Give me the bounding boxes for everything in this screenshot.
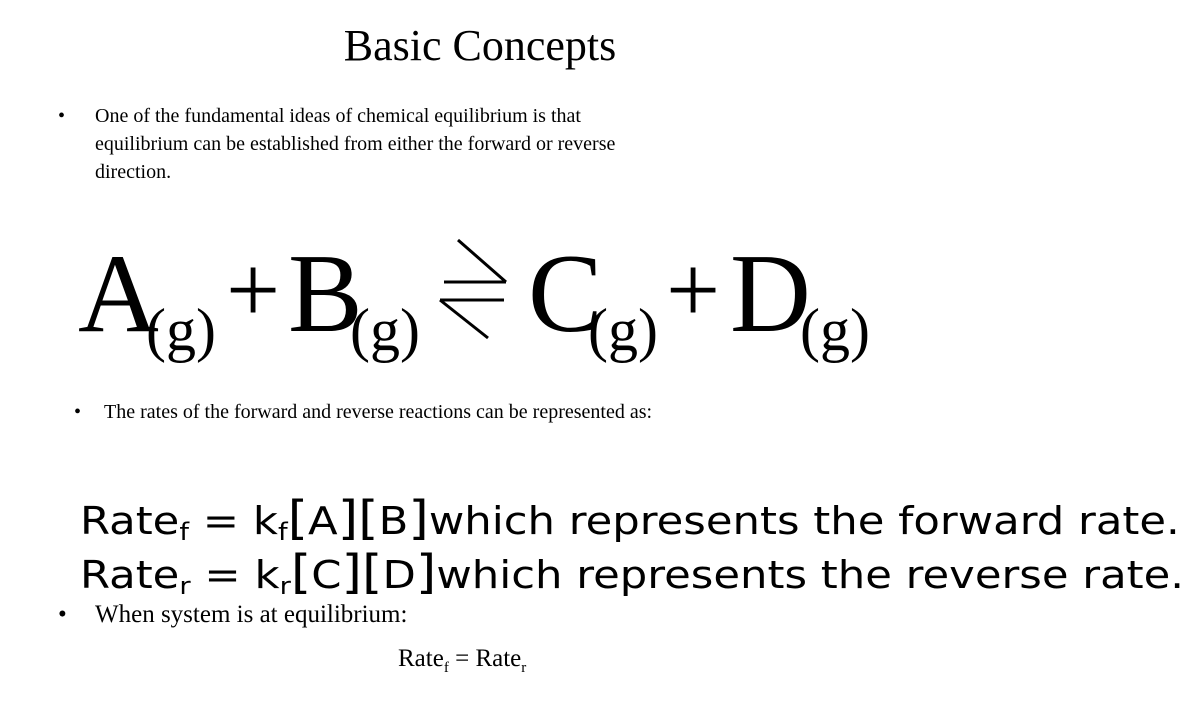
phase-b: (g) [350,297,420,363]
middle-bracket: ][ [337,491,379,545]
concentration-1: A [308,499,338,543]
plus-sign-2: + [666,236,721,343]
rate-constant: k [254,553,280,597]
rate-subscript: f [179,518,189,546]
bullet-text-2: The rates of the forward and reverse reactions can be represented as: [104,401,653,423]
rate-description: which represents the reverse rate. [436,553,1184,597]
concentration-2: D [382,553,416,597]
rate-description: which represents the forward rate. [428,499,1180,543]
equilibrium-equation [78,232,878,368]
bullet-1-line-2: equilibrium can be established from either the forward or reverse [95,133,616,155]
bullet-text-3: When system is at equilibrium: [95,601,408,628]
equals-sign: = [202,499,240,543]
forward-rate-expression [80,491,1180,546]
phase-a: (g) [146,297,216,363]
rate-label: Rate [80,499,180,543]
final-right-sub: r [521,660,527,676]
final-equals: = [455,645,470,672]
rate-constant-subscript: f [277,518,288,546]
rate-subscript: r [179,572,191,600]
right-bracket: ] [408,491,429,545]
rate-constant: k [252,499,278,543]
reverse-rate-expression [80,545,1184,600]
phase-c: (g) [588,297,658,363]
species-c: C [528,232,603,356]
bullet-dot-2: • [74,401,82,423]
final-right: Rate [475,645,522,672]
bullet-1-line-3: direction. [95,161,172,183]
final-left: Rate [398,645,444,672]
slide-title: Basic Concepts [343,21,617,70]
bullet-dot-1: • [58,105,66,127]
equilibrium-condition [398,643,526,684]
species-b: B [288,232,363,356]
phase-d: (g) [800,297,870,363]
species-a: A [78,232,159,356]
final-left-sub: f [443,660,449,676]
concentration-1: C [311,553,342,597]
middle-bracket: ][ [341,545,383,599]
species-d: D [730,232,811,356]
rate-constant-subscript: r [279,572,291,600]
right-bracket: ] [415,545,437,599]
equilibrium-arrow-icon [424,238,524,338]
bullet-dot-3: • [58,601,67,628]
left-bracket: [ [287,491,309,545]
bullet-1-line-1: One of the fundamental ideas of chemical equilibrium is that [95,105,581,127]
left-bracket: [ [290,545,312,599]
bullet-text-1 [95,102,855,186]
plus-sign-1: + [226,236,281,343]
concentration-2: B [378,499,409,543]
equals-sign: = [204,553,241,597]
rate-label: Rate [80,553,180,597]
